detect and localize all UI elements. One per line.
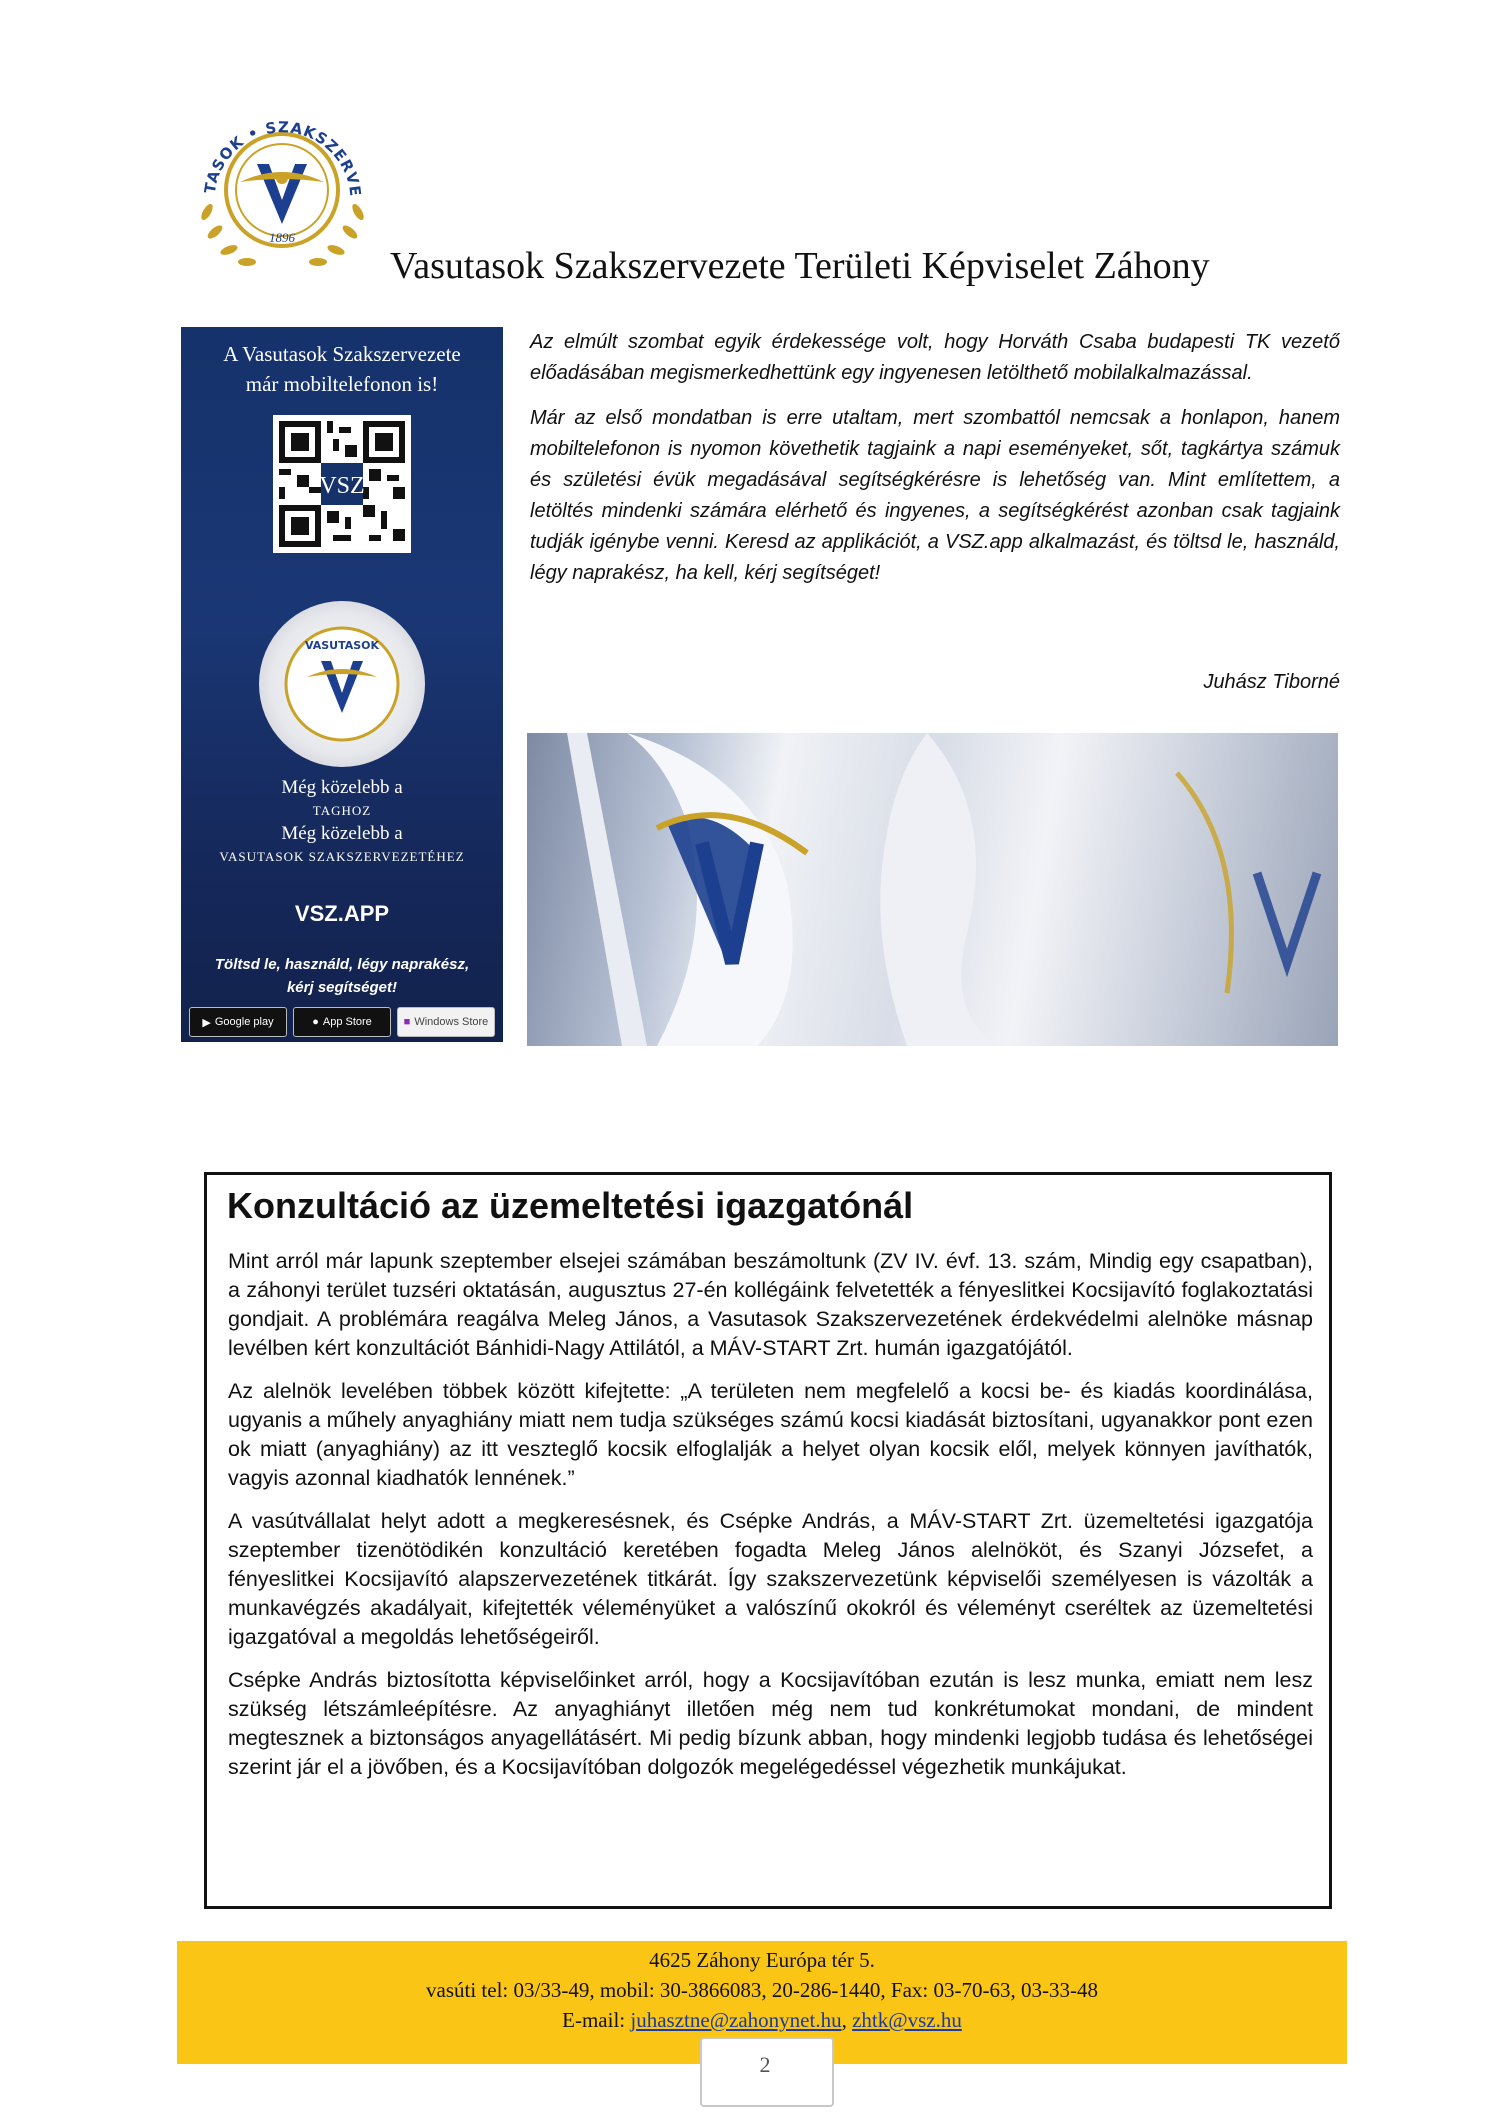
qr-code[interactable]: [273, 415, 411, 553]
email-link-2[interactable]: zhtk@vsz.hu: [852, 2008, 962, 2032]
email-label: E-mail:: [562, 2008, 626, 2032]
email-separator: ,: [841, 2008, 847, 2032]
article-paragraph: A vasútvállalat helyt adott a megkeresésnek, és Csépke András, a MÁV-START Zrt. üzemeltetési igazgatója szeptember tizenötödikén konzultáció keretében fogadta Meleg János alelnököt, és Szanyi Józsefet, a fényeslitkei Kocsijavító alapszervezetének titkárát. Így szakszervezetünk képviselői személyesen is vázolták a munkavégzés akadályait, kifejtették véleményüket a valószínű okokról és véleményt cseréltek az üzemeltetési igazgatóval a megoldás lehetőségeiről.: [228, 1509, 1313, 1649]
intro-paragraph: Már az első mondatban is erre utaltam, mert szombattól nemcsak a honlapon, hanem mobiltelefonon is nyomon követhetik tagjaink a napi eseményeket, sőt, tagkártya számuk és születési évük megadásával segítségkérésre is lehetőség van. Mint említettem, a letöltés mindenki számára elérhető és ingyenes, a segítségkérést azonban csak tagjaink tudják igénybe venni. Keresd az applikációt, a VSZ.app alkalmazást, és töltsd le, használd, légy naprakész, ha kell, kérj segítséget!: [530, 407, 1340, 584]
intro-author: Juhász Tiborné: [1203, 671, 1340, 693]
windows-store-badge[interactable]: ■ Windows Store: [397, 1007, 495, 1037]
svg-text:VASUTASOK: VASUTASOK: [304, 639, 380, 652]
banner-tagline: Töltsd le, használd, légy naprakész, kérj segítséget!: [214, 956, 470, 996]
play-icon: ▶: [202, 1016, 211, 1029]
apple-icon: ●: [312, 1016, 319, 1028]
article-body: [228, 1247, 1313, 1796]
app-banner: [181, 327, 503, 1042]
logo-year: 1896: [269, 230, 295, 245]
google-play-badge[interactable]: ▶ Google play: [189, 1007, 287, 1037]
union-logo: [185, 92, 380, 282]
banner-headline: A Vasutasok Szakszervezete már mobiltelefonon is!: [223, 342, 461, 396]
article-paragraph: Mint arról már lapunk szeptember elsejei számában beszámoltunk (ZV IV. évf. 13. szám, Mindig egy csapatban), a záhonyi terület tuzséri oktatásán, augusztus 27-én kollégáink felvetették a fényeslitkei Kocsijavító foglakoztatási gondjait. A problémára reagálva Meleg János, a Vasutasok Szakszervezetének érdekvédelmi alelnöke másnap levélben kért konzultációt Bánhidi-Nagy Attilától, a MÁV-START Zrt. humán igazgatójától.: [228, 1249, 1313, 1360]
article-paragraph: Az alelnök levelében többek között kifejtette: „A területen nem megfelelő a kocsi be- és kiadás koordinálása, ugyanis a műhely anyaghiány miatt nem tudja szükséges számú kocsi kiadását biztosítani, ugyanakkor pont ezen ok miatt (anyaghiány) az itt veszteglő kocsik elfoglalják a helyet olyan kocsik elől, melyek könnyen javíthatók, vagyis azonnal kiadhatók lennének.”: [228, 1379, 1313, 1490]
flags-photo: [527, 733, 1338, 1046]
page-title: Vasutasok Szakszervezete Területi Képviselet Záhony: [390, 245, 1210, 287]
app-name: VSZ.APP: [294, 901, 390, 926]
app-store-badge[interactable]: ● App Store: [293, 1007, 391, 1037]
footer-phones: vasúti tel: 03/33-49, mobil: 30-3866083, 20-286-1440, Fax: 03-70-63, 03-33-48: [426, 1978, 1098, 2002]
logo-arc-text: TASOK • SZAKSZERVE: [200, 118, 365, 198]
banner-slogan: Még közelebb a TAGHOZ Még közelebb a VASUTASOK SZAKSZERVEZETÉHEZ: [219, 777, 465, 864]
article-title: Konzultáció az üzemeltetési igazgatónál: [227, 1185, 914, 1226]
article-box: [204, 1172, 1332, 1909]
article-paragraph: Csépke András biztosította képviselőinket arról, hogy a Kocsijavítóban ezután is lesz munka, emiatt nem lesz szükség létszámleépítésre. Az anyaghiányt illetően még nem tud konkrétumokat mondani, de mindent megtesznek a biztonságos anyagellátásért. Mi pedig bízunk abban, hogy mindenki legjobb tudása és lehetőségei szerint jár el a jövőben, és a Kocsijavítóban dolgozók megelégedéssel végezhetik munkájukat.: [228, 1668, 1313, 1779]
store-badges: [189, 1007, 495, 1037]
footer-address: 4625 Záhony Európa tér 5.: [649, 1948, 875, 1972]
email-link-1[interactable]: juhasztne@zahonynet.hu: [630, 2008, 842, 2032]
intro-paragraph: Az elmúlt szombat egyik érdekessége volt, hogy Horváth Csaba budapesti TK vezető előadásában megismerkedhettünk egy ingyenesen letölthető mobilalkalmazással.: [530, 331, 1340, 384]
footer-email-line: [177, 2005, 1347, 2035]
qr-label: VSZ: [319, 473, 365, 499]
windows-icon: ■: [403, 1016, 411, 1028]
intro-text: [530, 327, 1340, 603]
banner-emblem: [259, 601, 425, 767]
page-number: 2: [759, 2052, 771, 2077]
